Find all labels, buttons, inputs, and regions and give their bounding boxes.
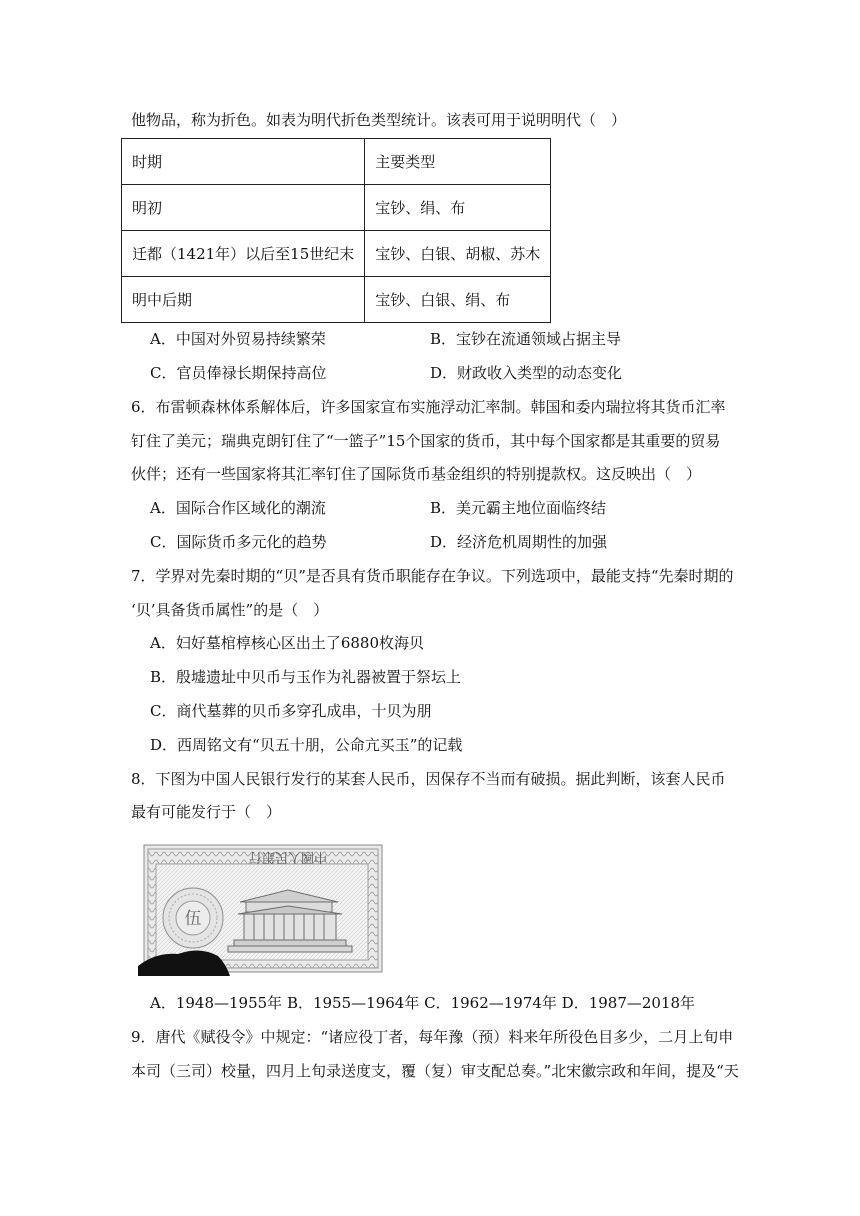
q6-option-c[interactable]: C．国际货币多元化的趋势 <box>150 533 327 551</box>
table-cell: 明中后期 <box>122 277 365 323</box>
q5-option-a[interactable]: A．中国对外贸易持续繁荣 <box>150 330 326 348</box>
banknote-denomination: 伍 <box>184 909 202 929</box>
table-cell: 宝钞、绢、布 <box>365 185 551 231</box>
q6-stem-line: 钉住了美元；瑞典克朗钉住了“一篮子”15个国家的货币，其中每个国家都是其重要的贸易 <box>131 432 721 450</box>
table-cell: 明初 <box>122 185 365 231</box>
q8-options[interactable]: A．1948—1955年 B．1955—1964年 C．1962—1974年 D．1987—2018年 <box>150 994 696 1012</box>
table-row <box>122 139 551 185</box>
q9-stem-line: 本司（三司）校量，四月上旬录送度支，覆（复）审支配总奏。”北宋徽宗政和年间，提及“天 <box>131 1062 739 1080</box>
table-row <box>122 231 551 277</box>
q6-option-a[interactable]: A．国际合作区域化的潮流 <box>150 499 326 517</box>
q9-stem-line: 9．唐代《赋役令》中规定：“诸应役丁者，每年豫（预）料来年所役色目多少，二月上旬申 <box>131 1028 734 1046</box>
q6-stem-line: 伙伴；还有一些国家将其汇率钉住了国际货币基金组织的特别提款权。这反映出（ ） <box>131 465 702 483</box>
damaged-banknote-image <box>138 842 384 976</box>
q7-option-d[interactable]: D．西周铭文有“贝五十朋，公命亢买玉”的记载 <box>150 736 463 754</box>
q8-stem-line: 最有可能发行于（ ） <box>131 803 282 821</box>
q5-option-d[interactable]: D．财政收入类型的动态变化 <box>430 364 623 382</box>
table-row <box>122 277 551 323</box>
q5-option-c[interactable]: C．官员俸禄长期保持高位 <box>150 364 327 382</box>
q7-stem-line: ‘贝’具备货币属性”的是（ ） <box>131 601 329 619</box>
q5-stem-tail: 他物品，称为折色。如表为明代折色类型统计。该表可用于说明明代（ ） <box>131 111 627 129</box>
q7-option-c[interactable]: C．商代墓葬的贝币多穿孔成串，十贝为朋 <box>150 702 432 720</box>
q7-option-b[interactable]: B．殷墟遗址中贝币与玉作为礼器被置于祭坛上 <box>150 668 462 686</box>
banknote-illustration <box>138 842 384 976</box>
q6-option-b[interactable]: B．美元霸主地位面临终结 <box>430 499 607 517</box>
q6-stem-line: 6．布雷顿森林体系解体后，许多国家宣布实施浮动汇率制。韩国和委内瑞拉将其货币汇率 <box>131 398 726 416</box>
q6-option-d[interactable]: D．经济危机周期性的加强 <box>430 533 608 551</box>
table-header-type: 主要类型 <box>365 139 551 185</box>
table-cell: 迁都（1421年）以后至15世纪末 <box>122 231 365 277</box>
table-row <box>122 185 551 231</box>
q5-table <box>121 138 551 323</box>
q8-stem-line: 8．下图为中国人民银行发行的某套人民币，因保存不当而有破损。据此判断，该套人民币 <box>131 770 726 788</box>
q5-option-b[interactable]: B．宝钞在流通领域占据主导 <box>430 330 622 348</box>
table-header-period: 时期 <box>122 139 365 185</box>
table-cell: 宝钞、白银、胡椒、苏木 <box>365 231 551 277</box>
table-cell: 宝钞、白银、绢、布 <box>365 277 551 323</box>
q7-stem-line: 7．学界对先秦时期的“贝”是否具有货币职能存在争议。下列选项中，最能支持“先秦时期的 <box>131 567 734 585</box>
q7-option-a[interactable]: A．妇好墓棺椁核心区出土了6880枚海贝 <box>150 634 425 652</box>
banknote-bank-name: 中國人民銀行 <box>248 849 328 864</box>
